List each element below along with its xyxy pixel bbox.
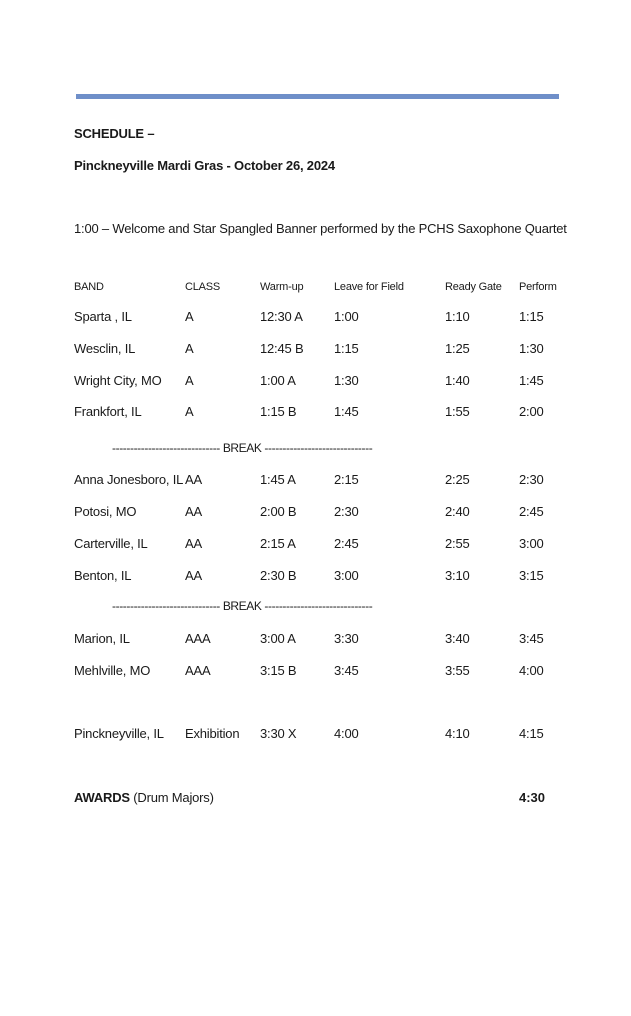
cell-warmup: 12:45 B: [260, 341, 304, 356]
cell-band: Anna Jonesboro, IL: [74, 472, 184, 487]
schedule-title: SCHEDULE –: [74, 126, 155, 141]
awards-note: (Drum Majors): [133, 790, 214, 805]
awards-line: [74, 790, 214, 805]
cell-warmup: 2:00 B: [260, 504, 297, 519]
cell-perform: 3:15: [519, 568, 544, 583]
cell-leave: 3:30: [334, 631, 359, 646]
cell-band: Marion, IL: [74, 631, 130, 646]
cell-leave: 4:00: [334, 726, 359, 741]
cell-band: Carterville, IL: [74, 536, 148, 551]
cell-warmup: 3:30 X: [260, 726, 297, 741]
column-header-ready-gate: Ready Gate: [445, 281, 502, 293]
cell-ready-gate: 2:55: [445, 536, 470, 551]
awards-label: AWARDS: [74, 790, 130, 805]
cell-class: A: [185, 341, 194, 356]
column-header-perform: Perform: [519, 281, 557, 293]
cell-class: AAA: [185, 663, 211, 678]
cell-ready-gate: 2:40: [445, 504, 470, 519]
cell-class: Exhibition: [185, 726, 240, 741]
cell-warmup: 2:15 A: [260, 536, 296, 551]
intro-line: 1:00 – Welcome and Star Spangled Banner performed by the PCHS Saxophone Quartet: [74, 221, 567, 236]
cell-leave: 3:45: [334, 663, 359, 678]
cell-warmup: 1:15 B: [260, 404, 297, 419]
break-divider: ------------------------------ BREAK ------------------------------: [112, 441, 373, 455]
cell-perform: 4:00: [519, 663, 544, 678]
cell-warmup: 3:00 A: [260, 631, 296, 646]
cell-class: AA: [185, 504, 202, 519]
cell-class: AAA: [185, 631, 211, 646]
cell-warmup: 1:00 A: [260, 373, 296, 388]
cell-band: Frankfort, IL: [74, 404, 142, 419]
cell-perform: 1:30: [519, 341, 544, 356]
cell-leave: 2:45: [334, 536, 359, 551]
cell-perform: 2:30: [519, 472, 544, 487]
cell-class: AA: [185, 536, 202, 551]
cell-ready-gate: 1:10: [445, 309, 470, 324]
cell-warmup: 12:30 A: [260, 309, 303, 324]
header-rule: [76, 94, 559, 99]
cell-ready-gate: 2:25: [445, 472, 470, 487]
cell-ready-gate: 3:55: [445, 663, 470, 678]
column-header-class: CLASS: [185, 281, 221, 293]
cell-band: Wesclin, IL: [74, 341, 136, 356]
cell-ready-gate: 1:55: [445, 404, 470, 419]
cell-ready-gate: 1:40: [445, 373, 470, 388]
column-header-leave: Leave for Field: [334, 281, 404, 293]
cell-leave: 1:00: [334, 309, 359, 324]
cell-ready-gate: 4:10: [445, 726, 470, 741]
cell-band: Mehlville, MO: [74, 663, 151, 678]
cell-perform: 1:15: [519, 309, 544, 324]
cell-band: Benton, IL: [74, 568, 132, 583]
cell-leave: 1:15: [334, 341, 359, 356]
cell-class: AA: [185, 568, 202, 583]
column-header-band: BAND: [74, 281, 104, 293]
cell-leave: 2:15: [334, 472, 359, 487]
cell-band: Sparta , IL: [74, 309, 132, 324]
cell-leave: 1:45: [334, 404, 359, 419]
cell-leave: 3:00: [334, 568, 359, 583]
cell-warmup: 1:45 A: [260, 472, 296, 487]
column-header-warmup: Warm-up: [260, 281, 304, 293]
cell-perform: 2:00: [519, 404, 544, 419]
cell-perform: 3:00: [519, 536, 544, 551]
cell-perform: 3:45: [519, 631, 544, 646]
cell-band: Pinckneyville, IL: [74, 726, 164, 741]
cell-ready-gate: 1:25: [445, 341, 470, 356]
cell-warmup: 2:30 B: [260, 568, 297, 583]
cell-band: Potosi, MO: [74, 504, 137, 519]
cell-perform: 2:45: [519, 504, 544, 519]
cell-perform: 1:45: [519, 373, 544, 388]
cell-perform: 4:15: [519, 726, 544, 741]
cell-ready-gate: 3:10: [445, 568, 470, 583]
cell-ready-gate: 3:40: [445, 631, 470, 646]
cell-class: A: [185, 373, 194, 388]
cell-leave: 1:30: [334, 373, 359, 388]
awards-time: 4:30: [519, 790, 546, 805]
cell-leave: 2:30: [334, 504, 359, 519]
cell-class: A: [185, 404, 194, 419]
cell-class: AA: [185, 472, 202, 487]
event-subtitle: Pinckneyville Mardi Gras - October 26, 2024: [74, 158, 335, 173]
break-divider: ------------------------------ BREAK ------------------------------: [112, 599, 373, 613]
cell-band: Wright City, MO: [74, 373, 162, 388]
cell-warmup: 3:15 B: [260, 663, 297, 678]
cell-class: A: [185, 309, 194, 324]
